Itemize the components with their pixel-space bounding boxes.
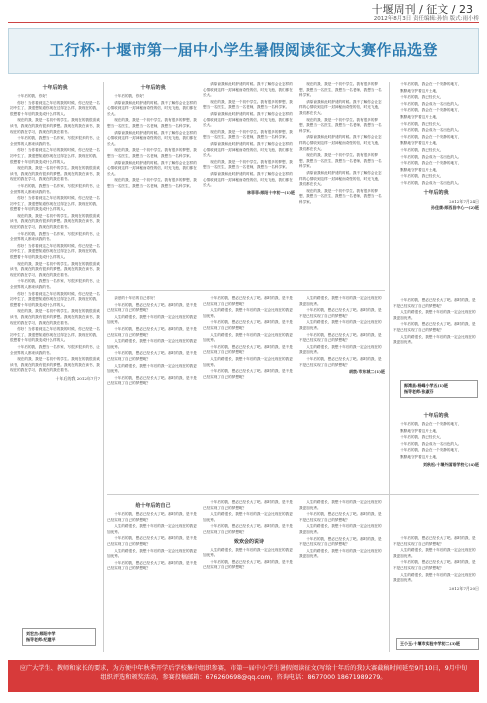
letter-para: 人生的路很长，我想十年后的我一定会比现在的我更加优秀。 — [393, 572, 476, 583]
essay-2-para: 请原谅我和此时舒适的时候。我不了解你会让怎样的心情收到这样一封神秘而奇怪的信，时光飞逝，我们都在长大。 — [107, 160, 197, 176]
contest-banner — [8, 28, 479, 74]
poem-line: 默默地守护着这片土地， — [400, 454, 440, 459]
essay-1-para: 十年后的我，我想当一名作家，写很多很多的书，让全世界的人都来读我的书。 — [10, 279, 100, 289]
letter-column-b — [203, 500, 295, 652]
header-title: 十堰周刊 / 征文 / 23 — [371, 3, 473, 16]
poem-title: 十年后的我 — [423, 189, 449, 196]
right-box-3-author: 王小玉:十堰市实验中学初二(3)班 — [400, 641, 461, 646]
poem-line: 十年后的我，我已经长大， — [400, 435, 444, 440]
letter-para: 人生的路很长，我想十年后的我一定会比现在的我更加优秀。 — [203, 547, 293, 558]
poem-line: 十年后的我，我会在一个安静的地方， — [400, 82, 462, 86]
essay-2-para: 请原谅我和此时舒适的时候。我不了解你会让怎样的心情收到这样一封神秘而奇怪的信，时光飞逝，我们都在长大。 — [107, 100, 197, 116]
essay-1-para: 现在的我，我是一名初中的学生。我现在的我很喜欢读书，我现在的我有很多的梦想。我现在的我在读书，我现在的我在学习，我现在的我在看书。 — [10, 357, 100, 373]
poem-line: 十年后的我，我会在一个安静的地方， — [400, 422, 462, 426]
header-subtitle: 2012年8月3日 责任编辑:孙怡 版式:雨小桥 — [373, 16, 479, 22]
essay-3-para: 十年后的我，想必已经长大了吧。那时的我，是不是已经实现了自己的梦想呢？ — [393, 322, 476, 332]
letter-para: 人生的路很长，我想十年后的我一定会比现在的我更加优秀。 — [299, 548, 382, 559]
essay-3-para: 十年后的我，想必已经长大了吧。那时的我，是不是已经实现了自己的梦想呢？ — [299, 332, 382, 343]
essay-3-para: 人生的路很长，我想十年后的我一定会比现在的我更加优秀。 — [299, 320, 382, 330]
letter-para: 十年后的我，想必已经长大了吧。那时的我，是不是已经实现了自己的梦想呢？ — [393, 536, 476, 546]
essay-3-para: 人生的路很长，我想十年后的我一定会比现在的我更加优秀。 — [203, 308, 293, 318]
essay-3-para: 人生的路很长，我想十年后的我一定会比现在的我更加优秀。 — [299, 344, 382, 355]
poem-author: 孙佳康:郧西县中心一(2)班 — [430, 204, 479, 210]
essay-2-para: 请原谅我和此时舒适的时候。我不了解你会让怎样的心情收到这样一封神秘而奇怪的信，时光飞逝，我们都在长大。 — [203, 171, 293, 188]
essay-column-3 — [203, 82, 295, 282]
essay-1-para: 你好！当你看到这之年后的我的时候，你已经是一名初中生了，我很想知道你现在过得怎么样，我现在的我，很想着十年后的我变成什么样的人。 — [10, 196, 100, 212]
essay-2-para: 现在的我，我是一个初中学生。我有很多的梦想，我想当一名医生，我想当一名老师，我想当一名科学家。 — [299, 117, 382, 133]
essay-1-para: 现在的我，我是一名初中的学生。我现在的我很喜欢读书，我现在的我有很多的梦想。我现在的我在读书，我现在的我在学习，我现在的我在看书。 — [10, 309, 100, 325]
letter-para: 人生的路很长，我想十年后的我一定会比现在的我更加优秀。 — [203, 512, 293, 522]
poem-line: 十年后的我，我会在一个安静的地方， — [400, 108, 462, 113]
poem-line: 默默地守护着这片土地， — [400, 88, 440, 93]
page-header — [0, 0, 487, 22]
essay-2-para: 请原谅我和此时舒适的时候。我不了解你会让怎样的心情收到这样一封神秘而奇怪的信，时光飞逝，我们都在长大。 — [299, 135, 382, 151]
essay-1-date: 十年后的我 2012年7月7 — [55, 375, 100, 381]
essay-3-para: 十年后的我，想必已经长大了吧。那时的我，是不是已经实现了自己的梦想呢？ — [203, 344, 293, 355]
essay-1-para: 十年后的我，你好！ — [17, 94, 50, 98]
essay-column-4 — [299, 82, 385, 282]
essay-3-para: 十年后的我，想必已经长大了吧。那时的我，是不是已经实现了自己的梦想呢？ — [107, 326, 197, 337]
essay-2-author: 林菲菲:郧阳十中初一(1)班 — [246, 189, 295, 195]
essay-column-1 — [10, 82, 100, 642]
poem-line: 默默地守护着这片土地， — [400, 141, 440, 146]
essay-2-para: 现在的我，我是一个初中学生。我有很多的梦想，我想当一名医生，我想当一名老师，我想当一名科学家。 — [299, 153, 382, 169]
essay-3-para: 十年后的我，想必已经长大了吧。那时的我，是不是已经实现了自己的梦想呢？ — [107, 375, 197, 386]
right-author-box-1 — [400, 380, 478, 398]
letter-para: 十年后的我，想必已经长大了吧。那时的我，是不是已经实现了自己的梦想呢？ — [107, 512, 197, 522]
essay-2-para: 请原谅我和此时舒适的时候。我不了解你会让怎样的心情收到这样一封神秘而奇怪的信，时光飞逝，我们都在长大。 — [203, 141, 293, 158]
essay-3-para: 人生的路很长，我想十年后的我一定会比现在的我更加优秀。 — [107, 339, 197, 349]
essay-1-para: 你好！当你看到这之年后的我的时候，你已经是一名初中生了，我很想知道你现在过得怎么样，我现在的我，很想着十年后的我变成什么样的人。 — [10, 327, 100, 343]
right-box-1-school: 郧湾县:杨峰小学五(1)班 — [404, 383, 449, 388]
essay-3-para: 十年后的我，想必已经长大了吧。那时的我，是不是已经实现了自己的梦想呢？ — [393, 298, 476, 308]
letter-para: 十年后的我，想必已经长大了吧。那时的我，是不是已经实现了自己的梦想呢？ — [203, 500, 293, 510]
banner-title: 工行杯·十堰市第一届中小学生暑假阅读征文大赛作品选登 — [49, 41, 438, 59]
section-divider — [107, 290, 385, 291]
essay-3-column-a — [107, 296, 199, 486]
poem-line: 十年后的我，我已经长大， — [400, 121, 444, 126]
essay-2-para: 现在的我，我是一个初中学生。我有很多的梦想，我想当一名医生，我想当一名老师，我想当一名科学家。 — [203, 99, 293, 110]
essay-1-para: 十年后的我，我想当一名作家，写很多很多的书，让全世界的人都来读我的书。 — [10, 136, 100, 146]
poem-line: 十年后的我，我已经长大， — [400, 174, 444, 179]
poem-line: 十年后的我，我已经长大， — [400, 95, 444, 100]
essay-1-para: 现在的我，我是一名初中的学生。我现在的我很喜欢读书，我现在的我有很多的梦想。我现在的我在读书，我现在的我在学习，我现在的我在看书。 — [10, 261, 100, 277]
essay-3-column-b — [203, 296, 295, 486]
footer-text: 应广大学生、教师和家长的要求，为方便中年秋季开学后学校集中组织参赛，市第一届中小学生暑假阅读征文(写给十年后的我)大赛截稿时间延至9月10日，9月中旬组织评选和颁奖活动，参赛投稿邮箱：676260698@qq.com，咨询电话：8677000 18671989279。 — [19, 665, 468, 681]
essay-3-author: 胡宸:市东城二(1)班 — [348, 369, 385, 375]
essay-2-para: 请原谅我和此时舒适的时候。我不了解你会让怎样的心情收到这样一封神秘而奇怪的信，时光飞逝，我们都在长大。 — [299, 99, 382, 115]
poem-column — [393, 82, 479, 292]
essay-2-para: 请原谅我和此时舒适的时候。我不了解你会让怎样的心情收到这样一封神秘而奇怪的信，时光飞逝，我们都在长大。 — [299, 170, 382, 187]
letter-subtitle: 致欢会的说诗 — [233, 538, 264, 545]
essay-1-para: 现在的我，我是一名初中的学生。我现在的我很喜欢读书，我现在的我有很多的梦想。我现在的我在读书，我现在的我在学习，我现在的我在看书。 — [10, 213, 100, 230]
essay-1-para: 你好！当你看到这之年后的我的时候，你已经是一名初中生了，我很想知道你现在过得怎么样，我现在的我，很想着十年后的我变成什么样的人。 — [10, 100, 100, 116]
letter-para: 人生的路很长，我想十年后的我一定会比现在的我更加优秀。 — [107, 548, 197, 559]
poem-line: 十年后的我，我已经长大， — [400, 147, 444, 152]
header-rule — [8, 22, 479, 23]
right-essay-2 — [393, 410, 479, 530]
essay-1-para: 你好！当你看到这之年后的我的时候，你已经是一名初中生了，我很想知道你现在过得怎么样，我现在的我，很想着十年后的我变成什么样的人。 — [10, 243, 100, 260]
essay-3-para: 人生的路很长，我想十年后的我一定会比现在的我更加优秀。 — [203, 356, 293, 367]
essay-2-para: 请原谅我和此时舒适的时候。我不了解你会让怎样的心情收到这样一封神秘而奇怪的信，时光飞逝，我们都在长大。 — [203, 111, 293, 128]
right-box-2-author: 刘秋松:十堰外国语学校七(4)班 — [422, 461, 479, 467]
essay-2-para: 请原谅我和此时舒适的时候。我不了解你会让怎样的心情收到这样一封神秘而奇怪的信，时光飞逝，我们都在长大。 — [107, 130, 197, 146]
poem-line: 十年后的我，我会成为一名出色的人。 — [400, 180, 462, 185]
right-essay-3 — [393, 536, 479, 636]
essay-1-teacher: 指导老师:纪建平 — [26, 637, 56, 642]
essay-2-para: 现在的我，我是一个初中学生。我有很多的梦想，我想当一名医生，我想当一名老师，我想当一名科学家。 — [107, 118, 197, 128]
essay-2-title: 十年后的我 — [140, 85, 166, 91]
essay-3-para: 人生的路很长，我想十年后的我一定会比现在的我更加优秀。 — [393, 334, 476, 345]
poem-line: 默默地守护着这片土地， — [400, 428, 440, 433]
poem-line: 十年后的我，我会在一个安静的地方， — [400, 134, 462, 139]
letter-para: 十年后的我，想必已经长大了吧。那时的我，是不是已经实现了自己的梦想呢？ — [393, 560, 476, 570]
essay-3-para: 十年后的我，想必已经长大了吧。那时的我，是不是已经实现了自己的梦想呢？ — [203, 320, 293, 330]
essay-1-para: 现在的我，我是一名初中的学生。我现在的我很喜欢读书，我现在的我有很多的梦想。我现在的我在读书，我现在的我在学习，我现在的我在看书。 — [10, 118, 100, 134]
letter-para: 十年后的我，想必已经长大了吧。那时的我，是不是已经实现了自己的梦想呢？ — [107, 536, 197, 546]
column-divider — [103, 82, 104, 652]
letter-column-a — [107, 500, 199, 652]
poem-line: 十年后的我，我会在一个安静的地方， — [400, 161, 462, 166]
essay-1-author-box — [22, 628, 96, 646]
essay-1-para: 你好！当你看到这之年后的我的时候，你已经是一名初中生了，我很想知道你现在过得怎么样，我现在的我，很想着十年后的我变成什么样的人。 — [10, 148, 100, 164]
essay-3-para: 人生的路很长，我想十年后的我一定会比现在的我更加优秀。 — [107, 363, 197, 374]
right-box-3-date: 2012年7月20日 — [449, 585, 479, 591]
poem-line: 十年后的我，我会成为一名出色的人。 — [400, 128, 462, 133]
essay-1-title: 十年后的我 — [42, 85, 68, 91]
poem-date: 2012年7月24日 — [449, 198, 479, 204]
letter-para: 人生的路很长，我想十年后的我一定会比现在的我更加优秀。 — [299, 500, 382, 510]
essay-column-2 — [107, 82, 199, 282]
poem-line: 十年后的我，我会成为一名出色的人。 — [400, 154, 462, 159]
letter-para: 十年后的我，想必已经长大了吧。那时的我，是不是已经实现了自己的梦想呢？ — [203, 524, 293, 534]
essay-2-para: 现在的我，我是一个初中学生。我有很多的梦想，我想当一名医生，我想当一名老师，我想当一名科学家。 — [107, 178, 197, 188]
essay-3-para: 人生的路很长，我想十年后的我一定会比现在的我更加优秀。 — [299, 296, 382, 306]
right-box-2-title: 十年后的我 — [423, 413, 449, 419]
letter-para: 十年后的我，想必已经长大了吧。那时的我，是不是已经实现了自己的梦想呢？ — [299, 512, 382, 522]
essay-3-para: 十年后的我，想必已经长大了吧。那时的我，是不是已经实现了自己的梦想呢？ — [299, 356, 382, 367]
essay-3-para: 十年后的我，想必已经长大了吧。那时的我，是不是已经实现了自己的梦想呢？ — [107, 351, 197, 361]
right-box-1-teacher: 指导老师:张淑芬 — [404, 389, 434, 394]
essay-3-para: 人生的路很长，我想十年后的我一定会比现在的我更加优秀。 — [203, 332, 293, 343]
letter-para: 十年后的我，想必已经长大了吧。那时的我，是不是已经实现了自己的梦想呢？ — [107, 560, 197, 571]
letter-para: 十年后的我，想必已经长大了吧。那时的我，是不是已经实现了自己的梦想呢？ — [203, 559, 293, 570]
letter-para: 十年后的我，想必已经长大了吧。那时的我，是不是已经实现了自己的梦想呢？ — [299, 536, 382, 547]
poem-line: 十年后的我，我会在一个安静的地方， — [400, 448, 462, 453]
footer-banner — [8, 660, 479, 692]
essay-1-author: 刘宏杰:郧阳中学 — [26, 631, 56, 636]
essay-3-para: 十年后的我，想必已经长大了吧。那时的我，是不是已经实现了自己的梦想呢？ — [299, 308, 382, 318]
essay-3-para: 人生的路很长，我想十年后的我一定会比现在的我更加优秀。 — [393, 310, 476, 320]
letter-para: 人生的路很长，我想十年后的我一定会比现在的我更加优秀。 — [393, 548, 476, 558]
letter-para: 人生的路很长，我想十年后的我一定会比现在的我更加优秀。 — [299, 524, 382, 534]
essay-2-para: 现在的我，我是一个初中学生。我有很多的梦想，我想当一名医生，我想当一名老师，我想当一名科学家。 — [203, 129, 293, 140]
column-divider — [389, 82, 390, 652]
essay-1-para: 十年后的我，我想当一名作家，写很多很多的书，让全世界的人都来读我的书。 — [10, 344, 100, 355]
letter-column-c — [299, 500, 385, 652]
essay-3-para: 十年后的我，想必已经长大了吧。那时的我，是不是已经实现了自己的梦想呢？ — [107, 302, 197, 313]
poem-line: 十年后的我，我会成为一名出色的人。 — [400, 101, 462, 106]
poem-line: 默默地守护着这片土地， — [400, 114, 440, 119]
essay-2-para: 现在的我，我是一个初中学生。我有很多的梦想，我想当一名医生，我想当一名老师，我想当一名科学家。 — [203, 159, 293, 170]
poem-line: 默默地守护着这片土地， — [400, 167, 440, 172]
letter-title: 给十年后的自己 — [135, 503, 171, 509]
poem-line: 十年后的我，我会成为一名出色的人。 — [400, 441, 462, 446]
essay-3-para: 亲爱的十年后的自己你好！ — [114, 296, 158, 300]
essay-1-para: 十年后的我，我想当一名作家，写很多很多的书，让全世界的人都来读我的书。 — [10, 231, 100, 242]
essay-2-para: 现在的我，我是一个初中学生。我有很多的梦想，我想当一名医生，我想当一名老师，我想当一名科学家。 — [107, 148, 197, 158]
right-author-box-3 — [396, 638, 479, 650]
essay-2-para: 现在的我，我是一个初中学生。我有很多的梦想，我想当一名医生，我想当一名老师，我想当一名科学家。 — [299, 82, 382, 98]
essay-2-para: 十年后的我，你好！ — [114, 94, 147, 98]
essay-1-para: 现在的我，我是一名初中的学生。我现在的我很喜欢读书，我现在的我有很多的梦想。我现在的我在读书，我现在的我在学习，我现在的我在看书。 — [10, 166, 100, 182]
essay-3-column-c — [299, 296, 385, 486]
letter-para: 人生的路很长，我想十年后的我一定会比现在的我更加优秀。 — [107, 524, 197, 534]
essay-3-para: 人生的路很长，我想十年后的我一定会比现在的我更加优秀。 — [107, 314, 197, 325]
essay-3-para: 十年后的我，想必已经长大了吧。那时的我，是不是已经实现了自己的梦想呢？ — [203, 296, 293, 306]
essay-1-para: 你好！当你看到这之年后的我的时候，你已经是一名初中生了，我很想知道你现在过得怎么样，我现在的我，很想着十年后的我变成什么样的人。 — [10, 291, 100, 307]
section-divider — [107, 494, 479, 495]
essay-2-para: 请原谅我和此时舒适的时候。我不了解你会让怎样的心情收到这样一封神秘而奇怪的信，时光飞逝，我们都在长大。 — [203, 82, 293, 98]
essay-3-para: 十年后的我，想必已经长大了吧。那时的我，是不是已经实现了自己的梦想呢？ — [203, 369, 293, 379]
essay-1-para: 十年后的我，我想当一名作家，写很多很多的书，让全世界的人都来读我的书。 — [10, 183, 100, 194]
essay-2-para: 现在的我，我是一个初中学生。我有很多的梦想，我想当一名医生，我想当一名老师，我想当一名科学家。 — [299, 188, 382, 204]
